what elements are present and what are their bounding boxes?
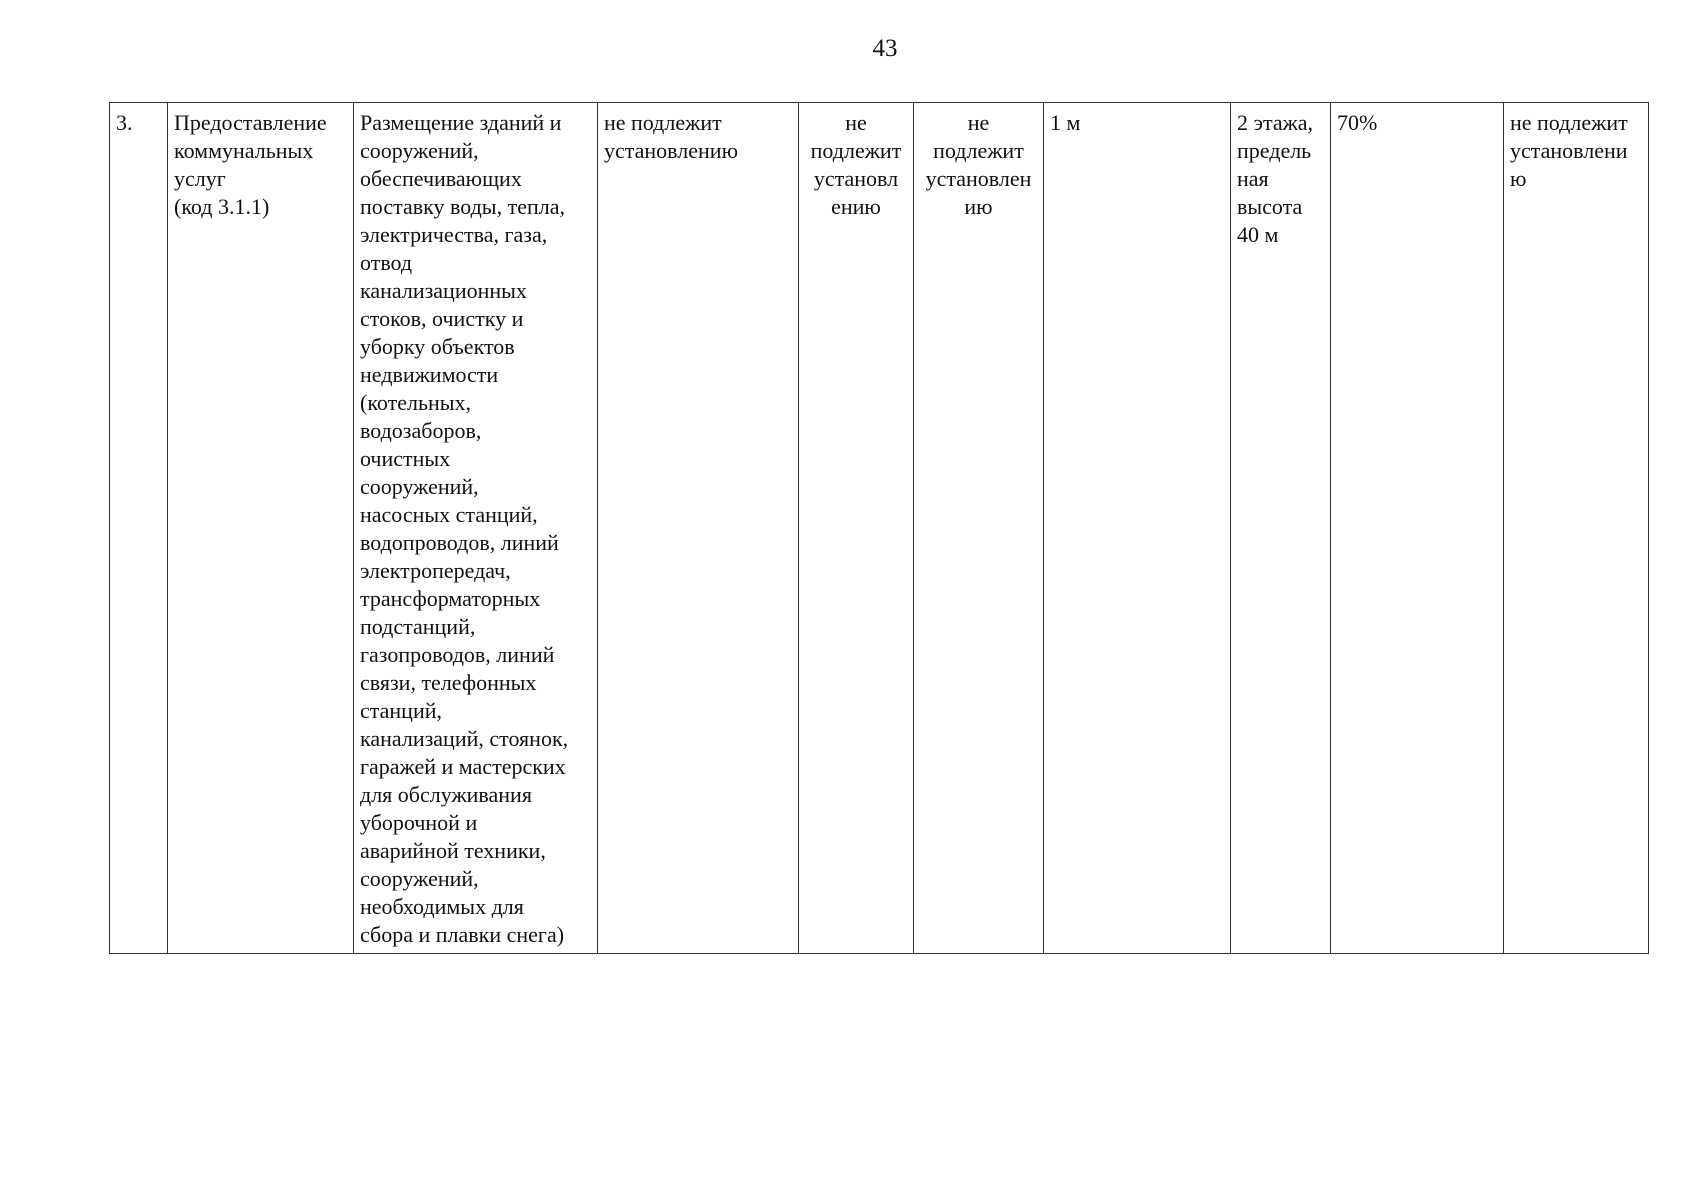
- column-9-cell: [1331, 103, 1504, 954]
- column-6-value: не подлежит установлен ию: [925, 110, 1032, 219]
- column-4-value: не подлежит установлению: [604, 110, 739, 163]
- table-row: [110, 103, 1649, 954]
- row-number-cell: [110, 103, 168, 954]
- regulations-table: [109, 102, 1649, 954]
- column-8-value: 2 этажа, предель ная высота 40 м: [1237, 110, 1314, 247]
- use-description: Размещение зданий и сооружений, обеспечивающих поставку воды, тепла, электричества, газа, отвод канализационных стоков, очистку и уборку объектов недвижимости (котельных, водозаборов, очистных сооружений, насосных станций, водопроводов, линий электропередач, трансформаторных подстанций, газопроводов, линий связи, телефонных станций, канализаций, стоянок, гаражей и мастерских для обслуживания уборочной и аварийной техники, сооружений, необходимых для сбора и плавки снега): [360, 110, 569, 947]
- column-7-cell: [1044, 103, 1231, 954]
- column-9-value: 70%: [1337, 110, 1378, 135]
- row-number: 3.: [116, 110, 133, 135]
- column-7-value: 1 м: [1050, 110, 1081, 135]
- use-description-cell: [354, 103, 598, 954]
- use-name: Предоставление коммунальных услуг (код 3.1.1): [174, 110, 327, 219]
- column-5-cell: [799, 103, 914, 954]
- column-6-cell: [914, 103, 1044, 954]
- column-10-value: не подлежит установлени ю: [1510, 110, 1628, 191]
- page-number: 43: [872, 35, 898, 62]
- column-4-cell: [598, 103, 799, 954]
- column-10-cell: [1504, 103, 1649, 954]
- use-name-cell: [168, 103, 354, 954]
- column-5-value: не подлежит установл ению: [810, 110, 902, 219]
- column-8-cell: [1231, 103, 1331, 954]
